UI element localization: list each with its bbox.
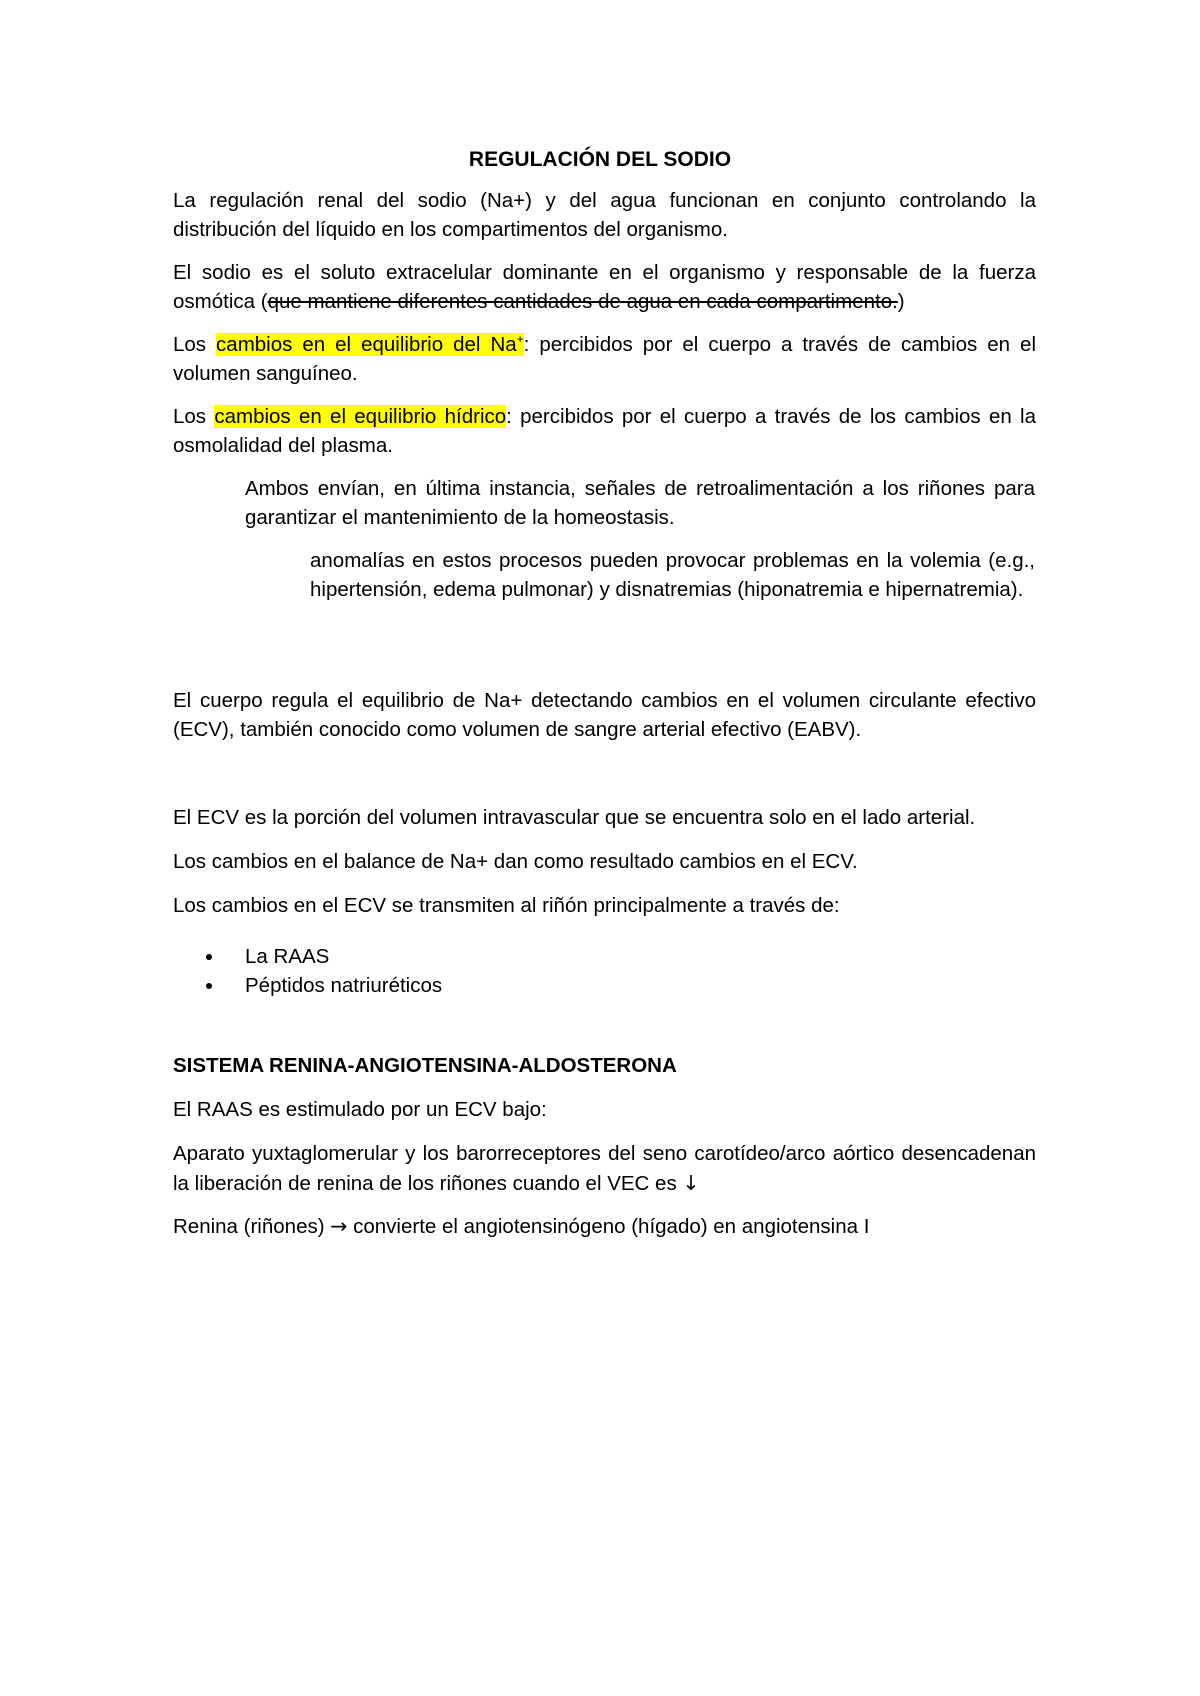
superscript: + — [516, 332, 524, 346]
paragraph-renin — [173, 1212, 1036, 1242]
paragraph-text: ) — [897, 289, 905, 313]
paragraph-raas-stimulus: El RAAS es estimulado por un ECV bajo: — [173, 1098, 547, 1121]
paragraph-ecv-detection: El cuerpo regula el equilibrio de Na+ detectando cambios en el volumen circulante efectivo (ECV), también conocido como volumen de sangre arterial efectivo (EABV). — [173, 689, 1036, 741]
paragraph-anomalies: anomalías en estos procesos pueden provocar problemas en la volemia (e.g., hipertensión, edema pulmonar) y disnatremias (hiponatremia e hipernatremia). — [310, 549, 1035, 601]
list-item — [173, 942, 442, 971]
paragraph-text: : percibidos por el cuerpo a través de cambios en el volumen sanguíneo. — [173, 333, 1037, 385]
arrow-down-icon: ↓ — [682, 1170, 700, 1195]
paragraph-text: Los — [173, 333, 217, 356]
paragraph-juxtaglomerular — [173, 1140, 1036, 1198]
paragraph-sodium-solute — [173, 259, 1036, 316]
paragraph-text: convierte el angiotensinógeno (hígado) en angiotensina I — [347, 1215, 870, 1238]
paragraph-text: El sodio es el soluto extracelular dominante en el organismo y responsable de la fuerza osmótica ( — [173, 261, 1036, 313]
paragraph-text: Los — [173, 405, 215, 428]
paragraph-text: : percibidos por el cuerpo a través de los cambios en la osmolalidad del plasma. — [173, 405, 1036, 457]
paragraph-feedback: Ambos envían, en última instancia, señales de retroalimentación a los riñones para garantizar el mantenimiento de la homeostasis. — [245, 477, 1035, 529]
list-item-label: Péptidos natriuréticos — [245, 974, 443, 997]
paragraph-water-balance — [173, 403, 1036, 460]
paragraph-na-balance — [173, 331, 1036, 388]
list-item-label: La RAAS — [245, 945, 330, 968]
paragraph-ecv-definition: El ECV es la porción del volumen intravascular que se encuentra solo en el lado arterial. — [173, 806, 976, 829]
paragraph-text: Aparato yuxtaglomerular y los barorreceptores del seno carotídeo/arco aórtico desencadenan la liberación de renina de los riñones cuando el VEC es — [173, 1142, 1036, 1195]
struck-text: que mantiene diferentes cantidades de agua en cada compartimento. — [267, 289, 898, 313]
paragraph-na-ecv: Los cambios en el balance de Na+ dan como resultado cambios en el ECV. — [173, 850, 858, 873]
paragraph-ecv-transmission: Los cambios en el ECV se transmiten al riñón principalmente a través de: — [173, 894, 840, 917]
highlight-label: cambios en el equilibrio del Na — [216, 333, 517, 356]
highlighted-text: cambios en el equilibrio hídrico — [214, 405, 507, 428]
bullet-icon — [206, 983, 212, 989]
highlighted-text — [216, 333, 524, 356]
paragraph-intro: La regulación renal del sodio (Na+) y del agua funcionan en conjunto controlando la distribución del líquido en los compartimentos del organismo. — [173, 189, 1036, 241]
section-heading: SISTEMA RENINA-ANGIOTENSINA-ALDOSTERONA — [173, 1054, 677, 1077]
document-title: REGULACIÓN DEL SODIO — [468, 148, 732, 171]
bullet-list — [173, 942, 442, 1000]
bullet-icon — [206, 954, 212, 960]
paragraph-text: Renina (riñones) — [173, 1215, 331, 1238]
arrow-right-icon: → — [330, 1214, 348, 1238]
list-item — [173, 971, 442, 1000]
